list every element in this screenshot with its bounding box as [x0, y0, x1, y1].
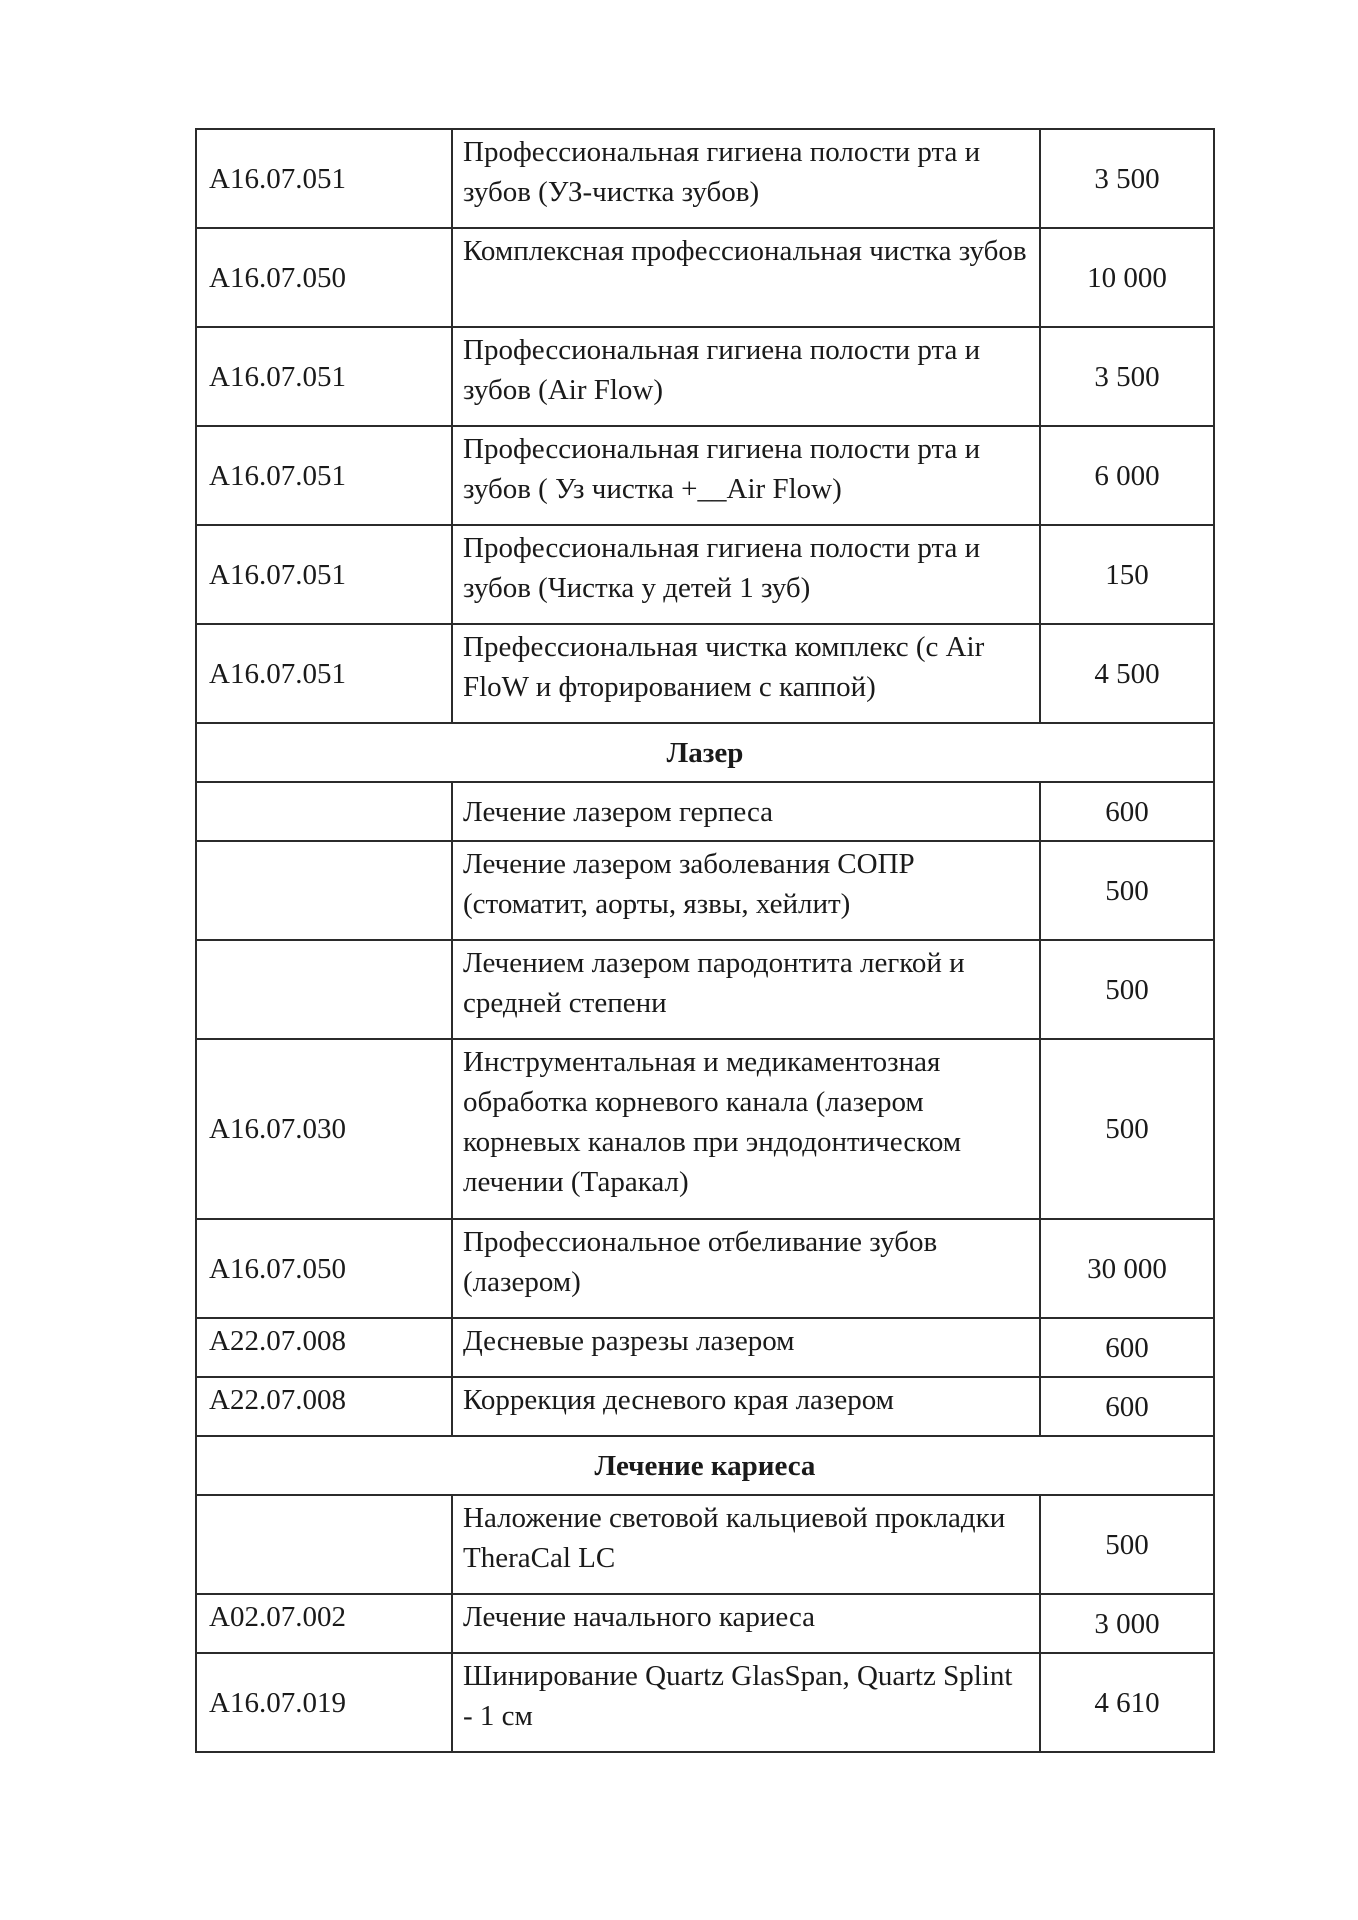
service-price: 4 610 — [1040, 1653, 1214, 1752]
service-name: Префессиональная чистка комплекс (с Air FloW и фторированием с каппой) — [452, 624, 1040, 723]
service-price: 3 500 — [1040, 327, 1214, 426]
table-row — [196, 228, 1214, 327]
service-price: 500 — [1040, 1495, 1214, 1594]
service-price: 10 000 — [1040, 228, 1214, 327]
service-price: 6 000 — [1040, 426, 1214, 525]
service-name: Лечение лазером заболевания СОПР (стоматит, аорты, язвы, хейлит) — [452, 841, 1040, 940]
table-row — [196, 426, 1214, 525]
section-row-caries — [196, 1436, 1214, 1495]
service-code: A16.07.051 — [196, 426, 452, 525]
table-row — [196, 327, 1214, 426]
section-row-laser — [196, 723, 1214, 782]
service-name: Профессиональная гигиена полости рта и зубов (УЗ-чистка зубов) — [452, 129, 1040, 228]
table-row — [196, 1495, 1214, 1594]
price-table — [195, 128, 1215, 1753]
service-name: Профессиональная гигиена полости рта и зубов (Air Flow) — [452, 327, 1040, 426]
service-price: 500 — [1040, 940, 1214, 1039]
section-title: Лечение кариеса — [196, 1436, 1214, 1495]
service-name: Профессиональная гигиена полости рта и зубов (Чистка у детей 1 зуб) — [452, 525, 1040, 624]
service-name: Лечением лазером пародонтита легкой и средней степени — [452, 940, 1040, 1039]
service-code: A16.07.050 — [196, 228, 452, 327]
service-code: A16.07.051 — [196, 327, 452, 426]
service-price: 500 — [1040, 841, 1214, 940]
table-row — [196, 940, 1214, 1039]
table-row — [196, 1377, 1214, 1436]
service-code — [196, 782, 452, 841]
service-name: Коррекция десневого края лазером — [452, 1377, 1040, 1436]
service-name: Шинирование Quartz GlasSpan, Quartz Splint - 1 см — [452, 1653, 1040, 1752]
service-code: A22.07.008 — [196, 1318, 452, 1377]
service-name: Десневые разрезы лазером — [452, 1318, 1040, 1377]
table-row — [196, 129, 1214, 228]
service-name: Комплексная профессиональная чистка зубов — [452, 228, 1040, 327]
service-code: A16.07.051 — [196, 129, 452, 228]
service-price: 600 — [1040, 782, 1214, 841]
table-row — [196, 1318, 1214, 1377]
service-price: 3 500 — [1040, 129, 1214, 228]
table-row — [196, 1039, 1214, 1219]
table-row — [196, 1653, 1214, 1752]
service-price: 600 — [1040, 1318, 1214, 1377]
table-row — [196, 782, 1214, 841]
service-name: Профессиональная гигиена полости рта и зубов ( Уз чистка +__Air Flow) — [452, 426, 1040, 525]
service-name: Лечение начального кариеса — [452, 1594, 1040, 1653]
table-row — [196, 841, 1214, 940]
service-code — [196, 1495, 452, 1594]
service-price: 3 000 — [1040, 1594, 1214, 1653]
service-price: 150 — [1040, 525, 1214, 624]
service-code — [196, 841, 452, 940]
service-name: Профессиональное отбеливание зубов (лазером) — [452, 1219, 1040, 1318]
table-row — [196, 525, 1214, 624]
service-name: Наложение световой кальциевой прокладки TheraCal LC — [452, 1495, 1040, 1594]
table-row — [196, 1594, 1214, 1653]
service-code: A02.07.002 — [196, 1594, 452, 1653]
service-name: Инструментальная и медикаментозная обработка корневого канала (лазером корневых каналов при эндодонтическом лечении (Таракал) — [452, 1039, 1040, 1219]
table-row — [196, 624, 1214, 723]
service-price: 600 — [1040, 1377, 1214, 1436]
service-price: 30 000 — [1040, 1219, 1214, 1318]
service-code: A16.07.051 — [196, 624, 452, 723]
service-code: A16.07.030 — [196, 1039, 452, 1219]
service-code: A16.07.019 — [196, 1653, 452, 1752]
service-price: 4 500 — [1040, 624, 1214, 723]
section-title: Лазер — [196, 723, 1214, 782]
service-code: A16.07.050 — [196, 1219, 452, 1318]
table-row — [196, 1219, 1214, 1318]
service-code: A16.07.051 — [196, 525, 452, 624]
service-price: 500 — [1040, 1039, 1214, 1219]
service-code: A22.07.008 — [196, 1377, 452, 1436]
service-code — [196, 940, 452, 1039]
service-name: Лечение лазером герпеса — [452, 782, 1040, 841]
